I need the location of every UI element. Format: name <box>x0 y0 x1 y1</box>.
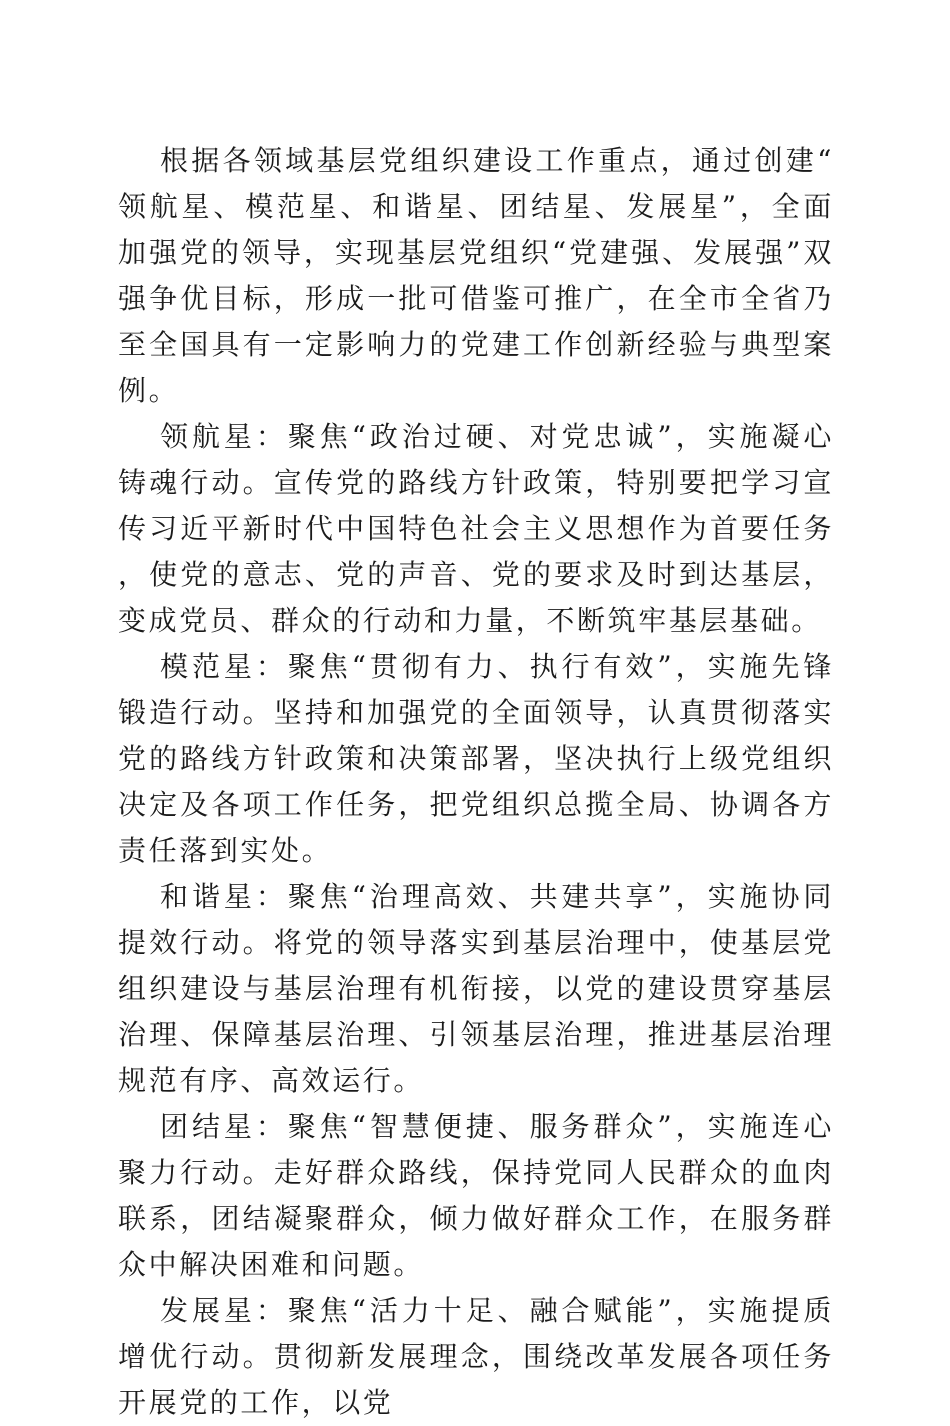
paragraph-hexie-star: 和谐星：聚焦“治理高效、共建共享”，实施协同提效行动。将党的领导落实到基层治理中，使基层党组织建设与基层治理有机衔接，以党的建设贯穿基层治理、保障基层治理、引领基层治理，推进基层治理规范有序、高效运行。 <box>118 880 834 1097</box>
paragraph-fazhan-star: 发展星：聚焦“活力十足、融合赋能”，实施提质增优行动。贯彻新发展理念，围绕改革发展各项任务开展党的工作，以党 <box>118 1294 834 1419</box>
paragraph-intro: 根据各领域基层党组织建设工作重点，通过创建“领航星、模范星、和谐星、团结星、发展星”，全面加强党的领导，实现基层党组织“党建强、发展强”双强争优目标，形成一批可借鉴可推广，在全市全省乃至全国具有一定影响力的党建工作创新经验与典型案例。 <box>118 144 834 407</box>
paragraph-linghang-star: 领航星：聚焦“政治过硬、对党忠诚”，实施凝心铸魂行动。宣传党的路线方针政策，特别要把学习宣传习近平新时代中国特色社会主义思想作为首要任务，使党的意志、党的声音、党的要求及时到达基层，变成党员、群众的行动和力量，不断筑牢基层基础。 <box>118 420 834 637</box>
document-body <box>118 138 834 1426</box>
paragraph-mofan-star: 模范星：聚焦“贯彻有力、执行有效”，实施先锋锻造行动。坚持和加强党的全面领导，认真贯彻落实党的路线方针政策和决策部署，坚决执行上级党组织决定及各项工作任务，把党组织总揽全局、协调各方责任落到实处。 <box>118 650 834 867</box>
paragraph-tuanjie-star: 团结星：聚焦“智慧便捷、服务群众”，实施连心聚力行动。走好群众路线，保持党同人民群众的血肉联系，团结凝聚群众，倾力做好群众工作，在服务群众中解决困难和问题。 <box>118 1110 834 1281</box>
